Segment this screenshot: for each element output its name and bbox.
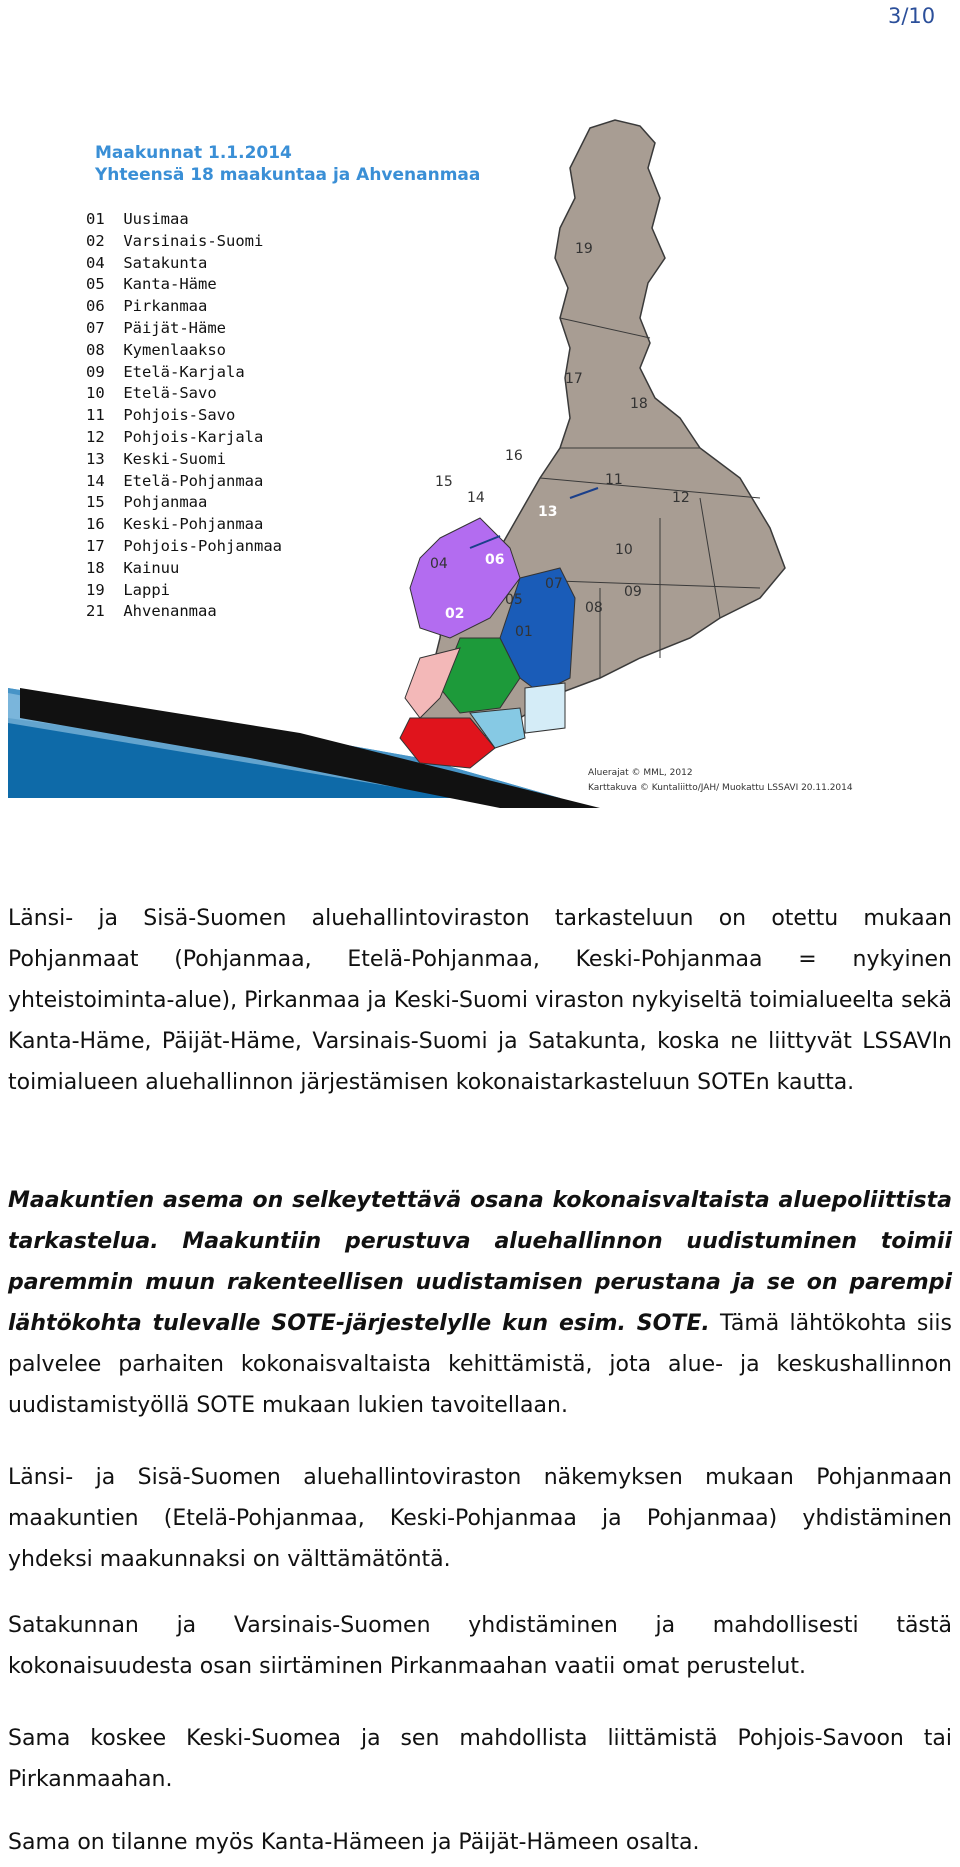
legend-item: 05 Kanta-Häme — [86, 275, 217, 294]
legend-item: 02 Varsinais-Suomi — [86, 231, 264, 250]
legend-item: 12 Pohjois-Karjala — [86, 427, 264, 446]
map-title — [95, 142, 480, 186]
legend-item: 19 Lappi — [86, 580, 171, 599]
region-label-10: 10 — [615, 542, 633, 558]
region-label-15: 15 — [435, 474, 453, 490]
region-label-09: 09 — [624, 584, 642, 600]
region-label-05: 05 — [505, 592, 523, 608]
legend-item: 21 Ahvenanmaa — [86, 602, 217, 621]
region-label-13: 13 — [538, 504, 558, 520]
region-label-17: 17 — [565, 371, 583, 387]
legend-item: 14 Etelä-Pohjanmaa — [86, 471, 264, 490]
paragraph-4: Satakunnan ja Varsinais-Suomen yhdistäminen ja mahdollisesti tästä kokonaisuudesta osan siirtäminen Pirkanmaahan vaatii omat perustelut. — [8, 1613, 952, 1679]
region-label-12: 12 — [672, 490, 690, 506]
region-label-18: 18 — [630, 396, 648, 412]
legend-item: 06 Pirkanmaa — [86, 297, 208, 316]
legend-item: 15 Pohjanmaa — [86, 493, 208, 512]
paragraph-6: Sama on tilanne myös Kanta-Hämeen ja Päijät-Hämeen osalta. — [8, 1830, 700, 1855]
region-label-14: 14 — [467, 490, 485, 506]
legend-item: 01 Uusimaa — [86, 210, 189, 228]
legend-item: 13 Keski-Suomi — [86, 449, 226, 468]
legend-item: 09 Etelä-Karjala — [86, 362, 245, 381]
map-title-line2: Yhteensä 18 maakuntaa ja Ahvenanmaa — [95, 165, 481, 185]
region-label-02: 02 — [445, 606, 465, 622]
paragraph-2 — [8, 1180, 952, 1426]
legend-item: 11 Pohjois-Savo — [86, 406, 236, 425]
legend-item: 18 Kainuu — [86, 558, 180, 577]
region-label-01: 01 — [515, 624, 533, 640]
paragraph-5: Sama koskee Keski-Suomea ja sen mahdollista liittämistä Pohjois-Savoon tai Pirkanmaahan. — [8, 1726, 952, 1792]
legend-item: 08 Kymenlaakso — [86, 340, 226, 359]
region-label-04: 04 — [430, 556, 448, 572]
region-label-11: 11 — [605, 472, 623, 488]
legend-item: 10 Etelä-Savo — [86, 384, 217, 403]
legend-item: 04 Satakunta — [86, 253, 208, 272]
region-legend — [86, 209, 282, 623]
map-title-line1: Maakunnat 1.1.2014 — [95, 143, 292, 163]
legend-item: 16 Keski-Pohjanmaa — [86, 515, 264, 534]
paragraph-1: Länsi- ja Sisä-Suomen aluehallintoviraston tarkasteluun on otettu mukaan Pohjanmaat (Pohjanmaa, Etelä-Pohjanmaa, Keski-Pohjanmaa = nykyinen yhteistoiminta-alue), Pirkanmaa ja Keski-Suomi viraston nykyiseltä toimialueelta sekä Kanta-Häme, Päijät-Häme, Varsinais-Suomi ja Satakunta, koska ne liittyvät LSSAVIn toimialueen aluehallinnon järjestämisen kokonaistarkasteluun SOTEn kautta. — [8, 906, 952, 1095]
paragraph-2-emphasis: Maakuntien asema on selkeytettävä osana kokonaisvaltaista aluepoliittista tarkastelua. Maakuntiin perustuva aluehallinnon uudistuminen toimii paremmin muun rakenteellisen uudistamisen perustana ja se on parempi lähtökohta tulevalle SOTE-järjestelylle kun esim. SOTE. — [8, 1188, 952, 1336]
region-label-16: 16 — [505, 448, 523, 464]
map-credit-line2: Karttakuva © Kuntaliitto/JAH/ Muokattu LSSAVI 20.11.2014 — [588, 783, 853, 793]
map-credits — [588, 766, 853, 796]
region-label-07: 07 — [545, 576, 563, 592]
map-credit-line1: Aluerajat © MML, 2012 — [588, 768, 693, 778]
paragraph-3: Länsi- ja Sisä-Suomen aluehallintoviraston näkemyksen mukaan Pohjanmaan maakuntien (Etelä-Pohjanmaa, Keski-Pohjanmaa ja Pohjanmaa) yhdistäminen yhdeksi maakunnaksi on välttämätöntä. — [8, 1465, 952, 1572]
region-label-19: 19 — [575, 241, 593, 257]
legend-item: 07 Päijät-Häme — [86, 318, 226, 337]
page-number: 3/10 — [888, 4, 936, 28]
region-label-06: 06 — [485, 552, 505, 568]
legend-item: 17 Pohjois-Pohjanmaa — [86, 536, 282, 555]
region-label-08: 08 — [585, 600, 603, 616]
paragraph-2-rest: Tämä lähtökohta siis palvelee parhaiten kokonaisvaltaista kehittämistä, jota alue- ja keskushallinnon uudistamistyöllä SOTE mukaan lukien tavoitellaan. — [8, 1311, 952, 1418]
